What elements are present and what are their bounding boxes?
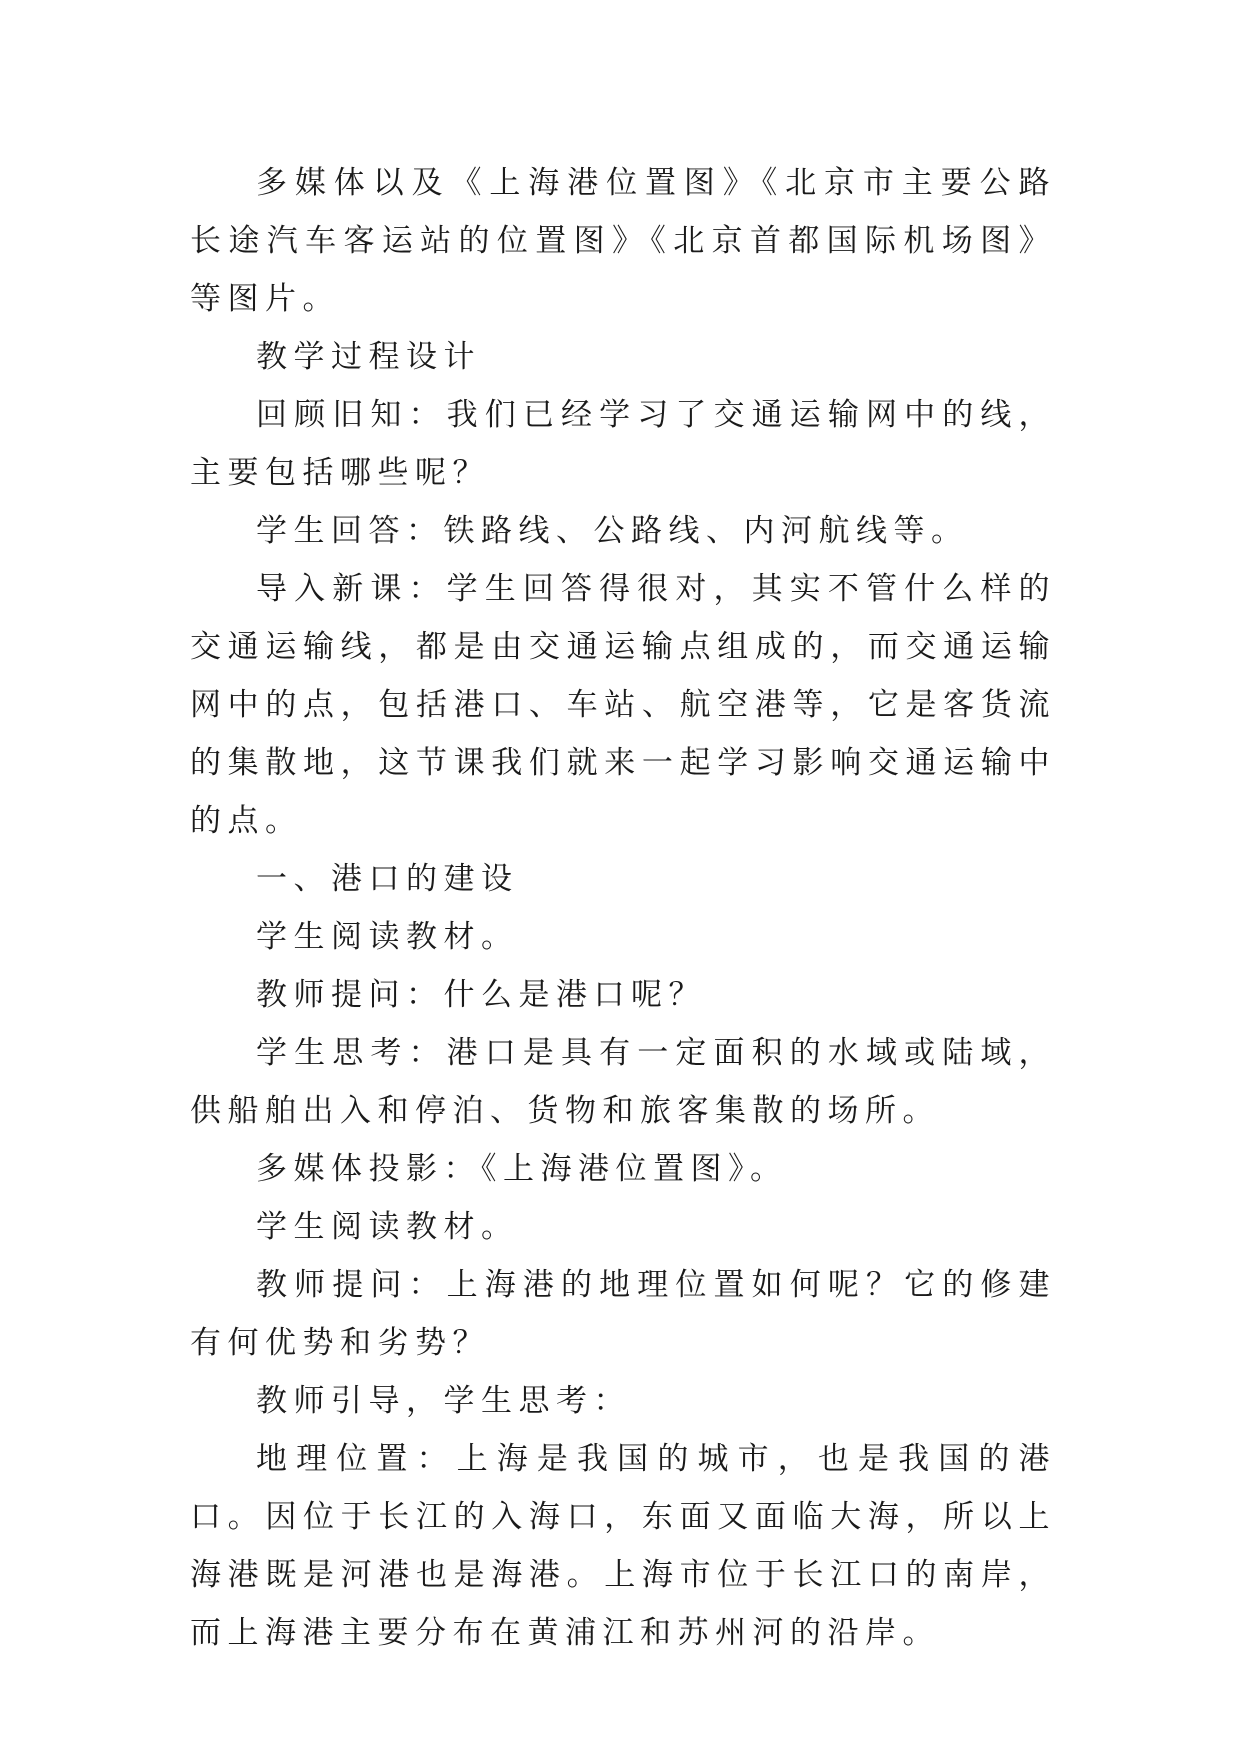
paragraph-section-heading: 教学过程设计 bbox=[256, 339, 481, 375]
paragraph-geographic-location: 地理位置：上海是我国的城市，也是我国的港口。因位于长江的入海口，东面又面临大海，所以上海港既是河港也是海港。上海市位于长江口的南岸，而上海港主要分布在黄浦江和苏州河的沿岸。 bbox=[190, 1441, 1056, 1651]
paragraph-read-textbook-1: 学生阅读教材。 bbox=[256, 919, 519, 955]
paragraph-teacher-question-2: 教师提问：上海港的地理位置如何呢？它的修建有何优势和劣势？ bbox=[190, 1267, 1056, 1361]
paragraph-review: 回顾旧知：我们已经学习了交通运输网中的线，主要包括哪些呢？ bbox=[190, 397, 1056, 491]
paragraph-student-thinking: 学生思考：港口是具有一定面积的水域或陆域，供船舶出入和停泊、货物和旅客集散的场所。 bbox=[190, 1035, 1056, 1129]
paragraph-read-textbook-2: 学生阅读教材。 bbox=[256, 1209, 519, 1245]
paragraph-port-heading: 一、港口的建设 bbox=[256, 861, 519, 897]
paragraph-materials: 多媒体以及《上海港位置图》《北京市主要公路长途汽车客运站的位置图》《北京首都国际机场图》等图片。 bbox=[190, 165, 1056, 317]
paragraph-teacher-guide: 教师引导，学生思考： bbox=[256, 1383, 631, 1419]
document-body bbox=[190, 154, 1056, 1662]
paragraph-multimedia-projection: 多媒体投影：《上海港位置图》。 bbox=[256, 1151, 788, 1187]
paragraph-student-answer: 学生回答：铁路线、公路线、内河航线等。 bbox=[256, 513, 969, 549]
paragraph-introduction: 导入新课：学生回答得很对，其实不管什么样的交通运输线，都是由交通运输点组成的，而交通运输网中的点，包括港口、车站、航空港等，它是客货流的集散地，这节课我们就来一起学习影响交通运输中的点。 bbox=[190, 571, 1056, 839]
paragraph-teacher-question-1: 教师提问：什么是港口呢？ bbox=[256, 977, 706, 1013]
